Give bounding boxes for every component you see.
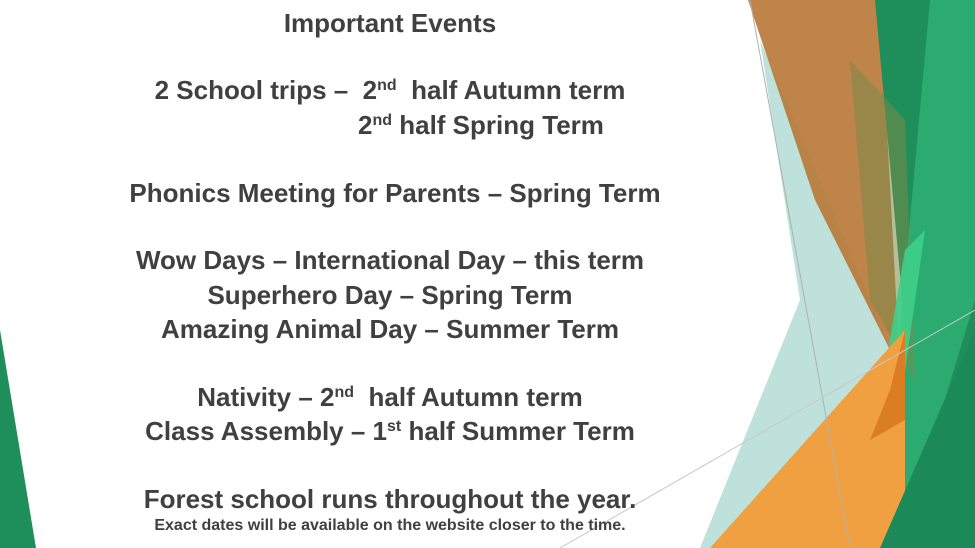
- phonics-meeting: Phonics Meeting for Parents – Spring Term: [129, 178, 661, 208]
- assembly-lead: Class Assembly – 1: [145, 416, 388, 446]
- ordinal-suffix: nd: [377, 77, 397, 94]
- nativity-line: [0, 382, 780, 412]
- school-trips-lead: 2 School trips – 2: [154, 75, 378, 105]
- ordinal-suffix: st: [387, 418, 402, 435]
- assembly-rest: half Summer Term: [401, 416, 635, 446]
- ordinal-suffix: nd: [334, 384, 355, 401]
- forest-school-line: Forest school runs throughout the year.: [143, 484, 637, 514]
- nativity-rest: half Autumn term: [354, 382, 583, 412]
- wow-days-line: Wow Days – International Day – this term: [135, 245, 645, 275]
- nativity-lead: Nativity – 2: [197, 382, 335, 412]
- school-trips-line-2: [358, 110, 758, 140]
- school-trips-2-lead: 2: [358, 110, 373, 140]
- class-assembly-line: [0, 416, 780, 446]
- dates-footnote: Exact dates will be available on the website closer to the time.: [154, 517, 626, 534]
- school-trips-rest: half Autumn term: [396, 75, 626, 105]
- amazing-animal-day-line: Amazing Animal Day – Summer Term: [160, 314, 620, 344]
- school-trips-2-rest: half Spring Term: [392, 110, 604, 140]
- superhero-day-line: Superhero Day – Spring Term: [207, 280, 573, 310]
- school-trips-line-1: [0, 75, 780, 105]
- slide-title: Important Events: [283, 8, 497, 38]
- ordinal-suffix: nd: [372, 112, 393, 129]
